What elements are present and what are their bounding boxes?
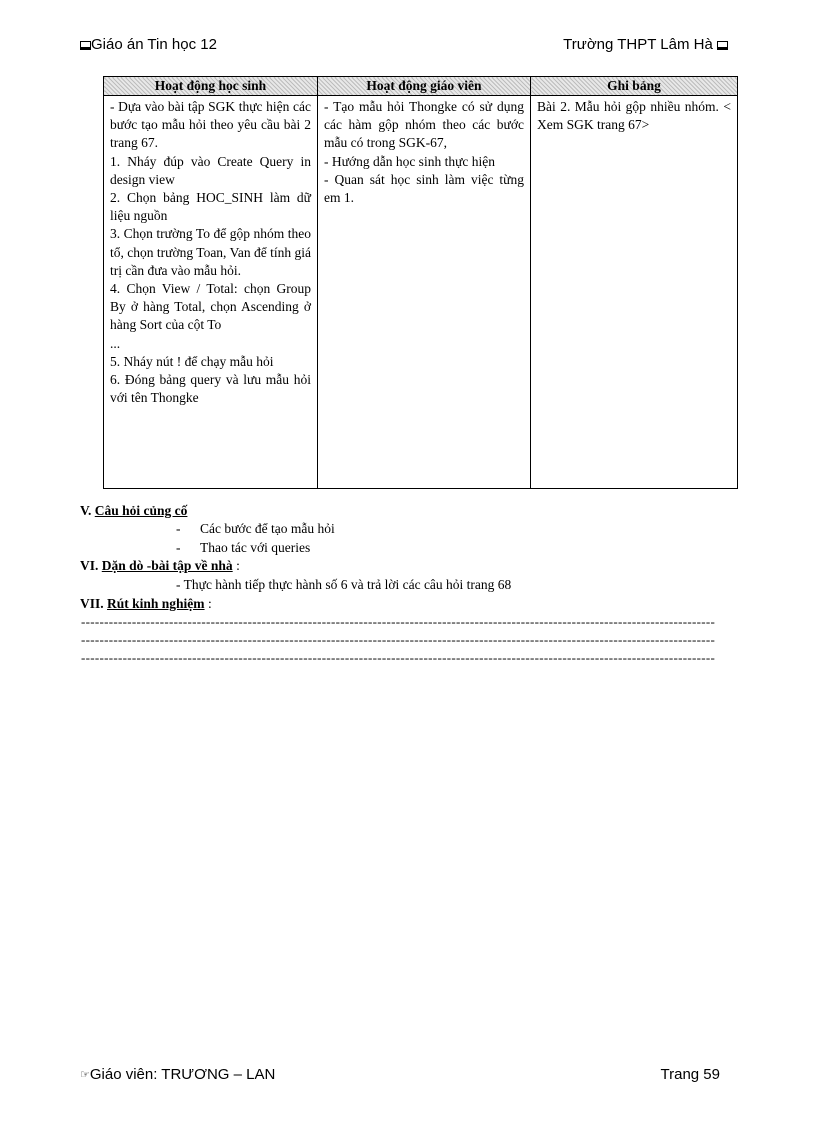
- section-suffix: :: [207, 596, 212, 611]
- section-homework: [80, 557, 240, 575]
- column-header-teacher: Hoạt động giáo viên: [318, 77, 531, 96]
- teacher-line: - Quan sát học sinh làm việc từng em 1.: [324, 171, 524, 206]
- section-number: VI.: [80, 558, 99, 573]
- header-left: [80, 36, 217, 53]
- section-title: Rút kinh nghiệm: [107, 596, 205, 611]
- blank-line: -----------------------------------------------------------------------------------------------------------------------------------------: [81, 632, 716, 647]
- list-item: - Các bước để tạo mẫu hỏi: [176, 521, 335, 536]
- teacher-activity-cell: [318, 96, 531, 489]
- table-header-row: [104, 77, 738, 96]
- student-line: - Dựa vào bài tập SGK thực hiện các bước tạo mẫu hỏi theo yêu cầu bài 2 trang 67.: [110, 99, 311, 151]
- student-line: 5. Nháy nút ! để chạy mẫu hỏi: [110, 353, 274, 369]
- header-course-title: Giáo án Tin học 12: [91, 36, 217, 53]
- student-line: ...: [110, 335, 121, 351]
- board-line: Bài 2. Mẫu hỏi gộp nhiều nhóm. < Xem SGK trang 67>: [537, 99, 731, 133]
- hand-pointer-icon: ☞: [80, 1069, 90, 1081]
- list-item-text: Các bước để tạo mẫu hỏi: [200, 521, 335, 536]
- section-suffix: :: [236, 558, 240, 573]
- activity-table: [103, 76, 738, 489]
- list-item: - Thao tác với queries: [176, 540, 311, 555]
- footer-page-number: Trang 59: [660, 1066, 720, 1083]
- student-line: 3. Chọn trường To để gộp nhóm theo tổ, chọn trường Toan, Van để tính giá trị cần đưa vào mẫu hỏi.: [110, 226, 311, 278]
- student-line: 4. Chọn View / Total: chọn Group By ở hàng Total, chọn Ascending ở hàng Sort của cột To: [110, 281, 311, 333]
- footer-teacher: Giáo viên: TRƯƠNG – LAN: [89, 1066, 276, 1083]
- student-line: 2. Chọn bảng HOC_SINH làm dữ liệu nguồn: [110, 190, 311, 224]
- board-notes-cell: [531, 96, 738, 489]
- section-number: V.: [80, 503, 92, 518]
- header-school-name: Trường THPT Lâm Hà: [563, 36, 713, 53]
- page-header: [80, 36, 728, 58]
- list-item-text: Thao tác với queries: [200, 540, 311, 555]
- column-header-student: Hoạt động học sinh: [104, 77, 318, 96]
- table-row: [104, 96, 738, 489]
- student-activity-cell: [104, 96, 318, 489]
- list-item: - Thực hành tiếp thực hành số 6 và trả lời các câu hỏi trang 68: [176, 577, 512, 592]
- computer-icon: [717, 41, 728, 50]
- blank-line: -----------------------------------------------------------------------------------------------------------------------------------------: [81, 614, 716, 629]
- computer-icon: [80, 41, 91, 50]
- blank-line: -----------------------------------------------------------------------------------------------------------------------------------------: [81, 650, 716, 665]
- section-title: Câu hỏi củng cố: [94, 503, 188, 518]
- section-review-questions: [80, 502, 187, 520]
- student-line: 1. Nháy đúp vào Create Query in design view: [110, 153, 311, 187]
- section-experience: [80, 595, 212, 613]
- teacher-line: - Tạo mẫu hỏi Thongke có sử dụng các hàm gộp nhóm theo các bước mẫu có trong SGK-67,: [324, 99, 524, 151]
- student-line: 6. Đóng bảng query và lưu mẫu hỏi với tên Thongke: [110, 372, 311, 406]
- section-number: VII.: [80, 596, 104, 611]
- footer-left: [80, 1066, 275, 1083]
- header-right: [563, 36, 728, 53]
- teacher-line: - Hướng dẫn học sinh thực hiện: [324, 153, 495, 169]
- page-footer: [80, 1066, 720, 1088]
- section-title: Dặn dò -bài tập về nhà: [101, 558, 233, 573]
- column-header-board: Ghi bảng: [531, 77, 738, 96]
